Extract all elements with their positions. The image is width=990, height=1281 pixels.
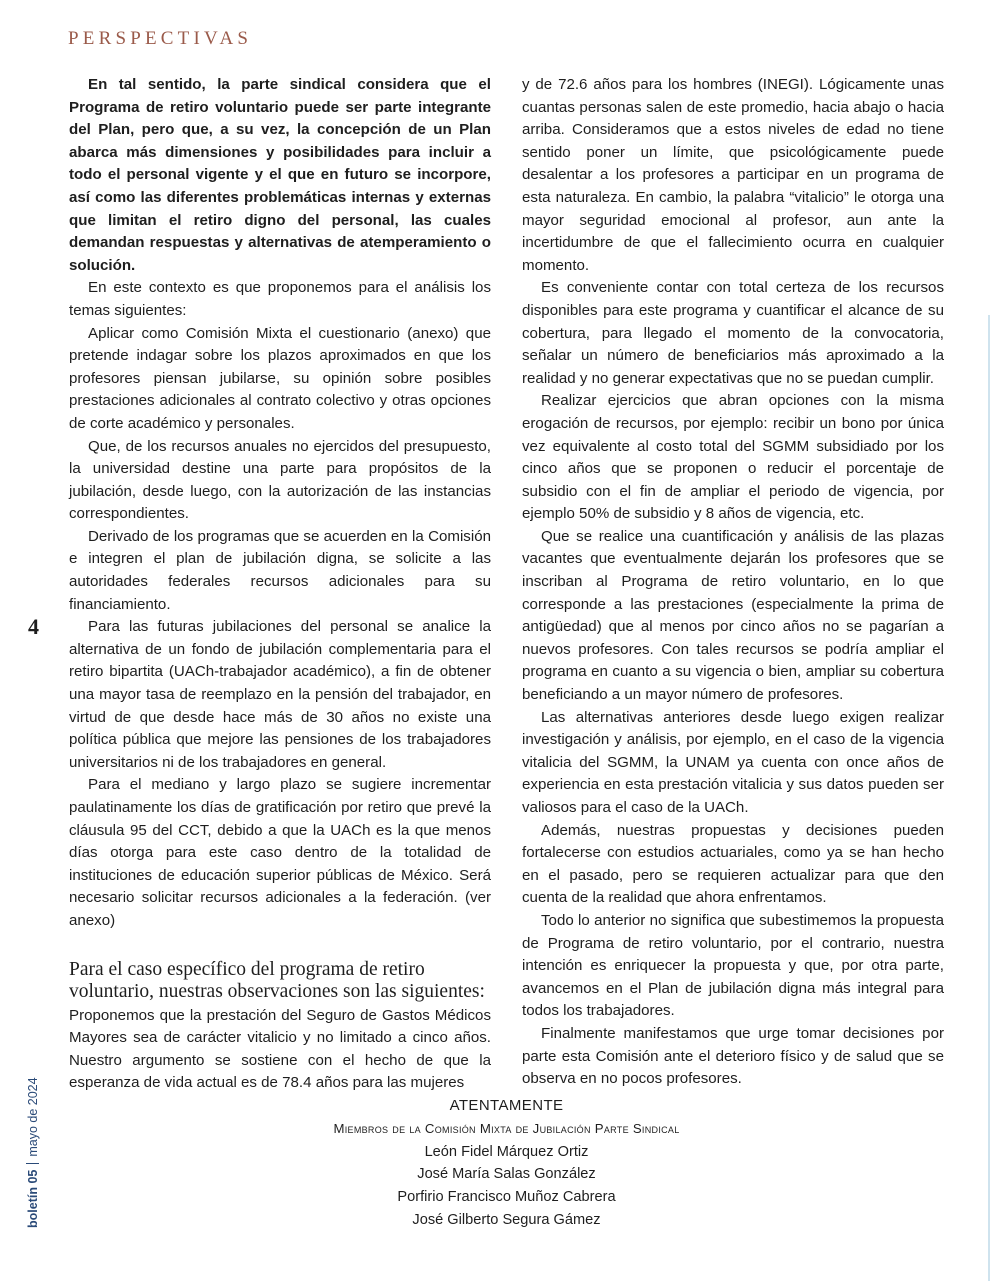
page-number: 4 [28,614,39,639]
signatory-group: Miembros de la Comisión Mixta de Jubilación Parte Sindical [333,1120,680,1136]
closing-line: ATENTAMENTE [449,1097,564,1114]
paragraph: Realizar ejercicios que abran opciones con la misma erogación de recursos, por ejemplo: recibir un bono por única vez equivalente al costo total del SGMM subsidiado por los cinco años que se proponen o reducir el porcentaje de subsidio con el fin de ampliar el periodo de vigencia, por ejemplo 50% de subsidio y 8 años de vigencia, etc. [522,392,944,523]
signatory-name: José Gilberto Segura Gámez [412,1211,601,1228]
paragraph: Que, de los recursos anuales no ejercidos del presupuesto, la universidad destine una parte para propósitos de la jubilación, desde luego, con la autorización de las instancias correspondientes. [69,437,491,523]
paragraph: Para el mediano y largo plazo se sugiere incrementar paulatinamente los días de gratificación por retiro que prevé la cláusula 95 del CCT, debido a que la UACh es la que menos días otorga para este caso dentro de la totalidad de instituciones de educación superior públicas de México. Será necesario solicitar recursos adicionales a la federación. (ver anexo) [69,776,491,929]
bulletin-label: boletín 05 [26,1169,40,1228]
signatory-name: Porfirio Francisco Muñoz Cabrera [397,1189,616,1206]
signature-block [69,1095,944,1232]
paragraph: Aplicar como Comisión Mixta el cuestionario (anexo) que pretende indagar sobre los plazos aproximados en que los profesores piensan jubilarse, su opinión sobre posibles prestaciones adicionales al contrato colectivo y otras opciones de corte académico y personales. [69,324,491,432]
paragraph: Todo lo anterior no significa que subestimemos la propuesta de Programa de retiro voluntario, por el contrario, nuestra intención es enriquecer la propuesta y que, por otra parte, avancemos en el Plan de jubilación digna más integral para todos los trabajadores. [522,911,944,1020]
paragraph: En este contexto es que proponemos para el análisis los temas siguientes: [69,279,491,319]
section-subheading: Para el caso específico del programa de retiro voluntario, nuestras observaciones son las siguientes: [69,958,485,1002]
paragraph: Proponemos que la prestación del Seguro de Gastos Médicos Mayores sea de carácter vitalicio y no limitado a cinco años. Nuestro argumento se sostiene con el hecho de que la esperanza de vida actual es de 78.4 años para las mujeres [69,1006,491,1092]
signatory-name: León Fidel Márquez Ortiz [424,1143,589,1160]
paragraph: Para las futuras jubilaciones del personal se analice la alternativa de un fondo de jubilación complementaria para el retiro bipartita (UACh-trabajador académico), a fin de obtener una mayor tasa de reemplazo en la pensión del trabajador, en virtud de que desde hace más de 30 años no existe una política pública que mejore las pensiones de los trabajadores universitarios ni de los trabajadores en general. [69,618,491,771]
paragraph: y de 72.6 años para los hombres (INEGI). Lógicamente unas cuantas personas salen de este promedio, hacia abajo o hacia arriba. Consideramos que a estos niveles de edad no tiene sentido poner un límite, que psicológicamente puede desalentar a los profesores a participar en un programa de esta naturaleza. En cambio, la palabra “vitalicio” le otorga una mayor seguridad emocional al profesor, aun ante la incertidumbre de que el fallecimiento ocurra en cualquier momento. [522,76,944,274]
left-column [69,74,491,1095]
paragraph: Además, nuestras propuestas y decisiones pueden fortalecerse con estudios actuariales, como ya se han hecho en el pasado, pero se requieren actualizar para que den cuenta de la realidad que ahora enfrentamos. [522,821,944,907]
footer-divider [26,1163,39,1164]
paragraph: Es conveniente contar con total certeza de los recursos disponibles para este programa y cuantificar el alcance de su cobertura, para llegado el momento de la convocatoria, señalar un número de beneficiarios más aproximado a la realidad y no generar expectativas que no se puedan cumplir. [522,279,944,387]
paragraph: Que se realice una cuantificación y análisis de las plazas vacantes que eventualmente dejarán los profesores que se inscriban al Programa de retiro voluntario, en lo que corresponde a las prestaciones (especialmente la prima de antigüedad) que al menos por cinco años no se pagarían a nuevos profesores. Con tales recursos se podría ampliar el programa en cuanto a su vigencia o bien, ampliar su cobertura beneficiando a un mayor número de profesores. [522,527,944,704]
bulletin-date: mayo de 2024 [26,1077,40,1157]
side-footer [26,1077,40,1228]
paragraph: Derivado de los programas que se acuerden en la Comisión e integren el plan de jubilación digna, se solicite a las autoridades federales recursos adicionales para su financiamiento. [69,527,491,613]
signatory-name: José María Salas González [417,1166,596,1183]
paragraph: Las alternativas anteriores desde luego exigen realizar investigación y análisis, por ejemplo, en el caso de la vigencia vitalicia del SGMM, la UNAM ya cuenta con once años de experiencia en esta prestación vitalicia y sus datos pueden ser valiosos para el caso de la UACh. [522,708,944,816]
section-header: PERSPECTIVAS [68,28,253,49]
paragraph: Finalmente manifestamos que urge tomar decisiones por parte esta Comisión ante el deterioro físico y de salud que se observa en no pocos profesores. [522,1024,944,1088]
right-column [522,74,944,1091]
intro-bold-paragraph: En tal sentido, la parte sindical considera que el Programa de retiro voluntario puede ser parte integrante del Plan, pero que, a su vez, la concepción de un Plan abarca más dimensiones y posibilidades para incluir a todo el personal vigente y el que en futuro se incorpore, así como las diferentes problemáticas internas y externas que limitan el retiro digno del personal, las cuales demandan respuestas y alternativas de atemperamiento o solución. [69,76,491,274]
